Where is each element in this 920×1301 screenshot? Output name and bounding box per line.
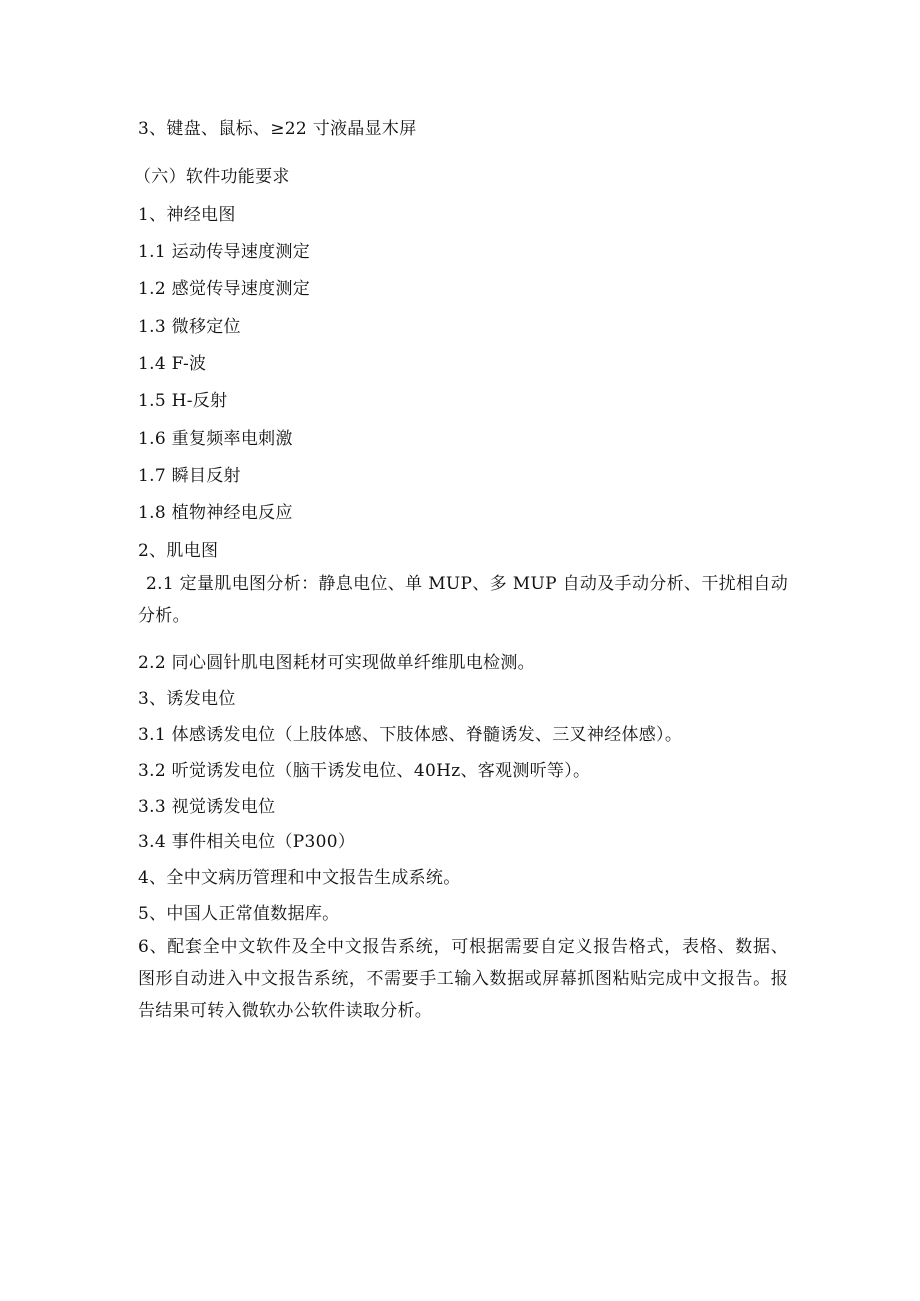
item-1-2: 1.2 感觉传导速度测定 (138, 279, 311, 299)
item-1-5: 1.5 H-反射 (138, 391, 228, 411)
item-3-heading: 3、诱发电位 (138, 689, 236, 709)
item-3-4: 3.4 事件相关电位（P300） (138, 832, 356, 852)
item-1-4: 1.4 F-波 (138, 354, 207, 374)
item-6: 6、配套全中文软件及全中文报告系统，可根据需要自定义报告格式，表格、数据、图形自动进入中文报告系统，不需要手工输入数据或屏幕抓图粘贴完成中文报告。报告结果可转入微软办公软件读取分析。 (138, 937, 788, 1021)
item-3-2: 3.2 听觉诱发电位（脑干诱发电位、40Hz、客观测听等）。 (138, 761, 591, 781)
item-3-1: 3.1 体感诱发电位（上肢体感、下肢体感、脊髓诱发、三叉神经体感）。 (138, 725, 683, 745)
item-2-heading: 2、肌电图 (138, 541, 219, 561)
section-heading: （六）软件功能要求 (134, 167, 290, 187)
item-4: 4、全中文病历管理和中文报告生成系统。 (138, 868, 461, 888)
item-1-heading: 1、神经电图 (138, 205, 236, 225)
item-1-1: 1.1 运动传导速度测定 (138, 242, 311, 262)
item-2-2: 2.2 同心圆针肌电图耗材可实现做单纤维肌电检测。 (138, 653, 535, 673)
item-3-3: 3.3 视觉诱发电位 (138, 797, 276, 817)
item-2-1: 2.1 定量肌电图分析：静息电位、单 MUP、多 MUP 自动及手动分析、干扰相自动分析。 (138, 574, 788, 626)
item-5: 5、中国人正常值数据库。 (138, 904, 340, 924)
item-1-7: 1.7 瞬目反射 (138, 466, 241, 486)
item-1-3: 1.3 微移定位 (138, 317, 241, 337)
item-1-8: 1.8 植物神经电反应 (138, 503, 293, 523)
item-1-6: 1.6 重复频率电刺激 (138, 429, 293, 449)
hardware-item-3: 3、键盘、鼠标、≥22 寸液晶显木屏 (138, 119, 417, 139)
